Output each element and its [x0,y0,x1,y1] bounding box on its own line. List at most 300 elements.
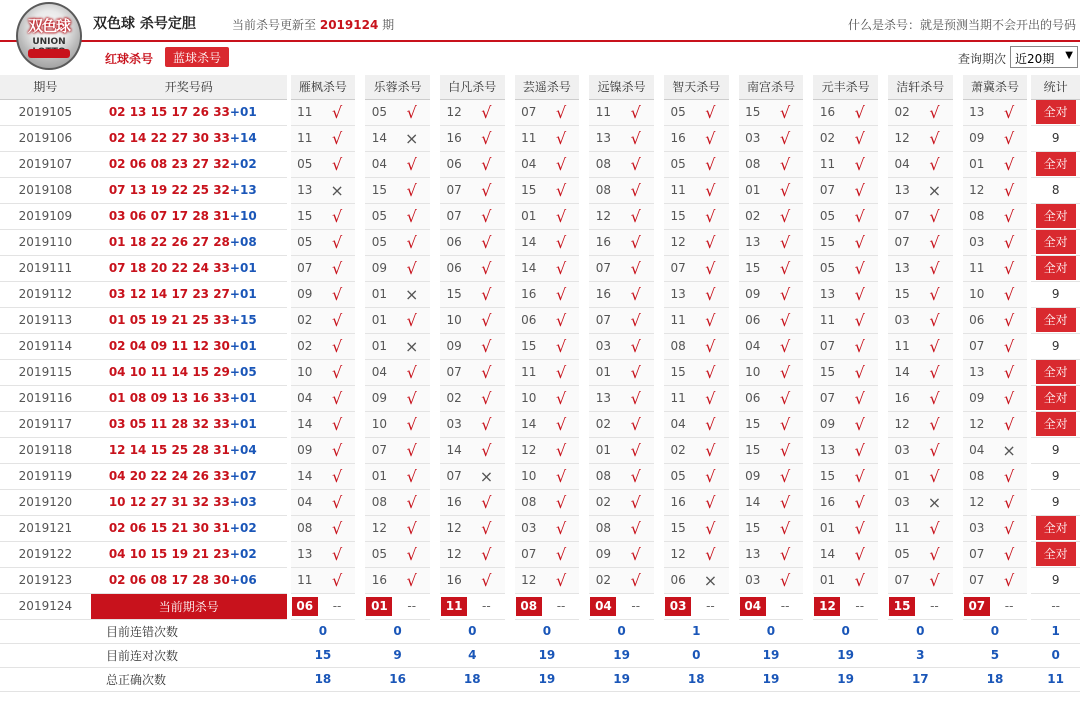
check-mark-icon: √ [916,411,952,437]
column-gap [355,229,365,255]
red-balls: 03 06 07 17 28 31 [108,209,230,223]
check-mark-icon: √ [767,151,803,177]
check-mark-icon: √ [991,411,1027,437]
column-gap [803,411,813,437]
column-gap [878,385,888,411]
check-mark-icon: √ [543,541,579,567]
kill-number: 11 [888,515,916,541]
column-gap [729,643,739,667]
check-mark-icon: √ [543,177,579,203]
stat-cell: 9 [1031,333,1080,359]
check-mark-icon: √ [842,489,878,515]
kill-number: 14 [291,463,319,489]
check-mark-icon: √ [692,99,728,125]
kill-number: 16 [589,229,617,255]
draw-numbers-cell [91,177,287,203]
current-kill-cell [515,593,543,619]
table-row [0,437,1080,463]
kill-number: 13 [664,281,692,307]
kill-number: 08 [589,151,617,177]
kill-number: 08 [291,515,319,541]
red-balls: 07 13 19 22 25 32 [108,183,230,197]
column-gap [729,125,739,151]
column-gap [654,359,664,385]
current-kill-cell [888,593,916,619]
column-gap [953,99,963,125]
kill-number: 06 [739,307,767,333]
kill-number: 03 [963,229,991,255]
kill-number: 06 [963,307,991,333]
period-cell: 2019112 [0,281,91,307]
kill-number: 15 [664,203,692,229]
column-gap [878,151,888,177]
tab-red-ball-kill[interactable]: 红球杀号 [105,52,154,66]
page-header [0,0,1080,47]
period-cell: 2019120 [0,489,91,515]
red-balls: 02 04 09 11 12 30 [108,339,230,353]
all-correct-badge: 全对 [1036,516,1076,540]
summary-value: 15 [291,643,356,667]
check-mark-icon: √ [468,151,504,177]
column-gap [579,437,589,463]
kill-number: 16 [515,281,543,307]
kill-number: 15 [739,437,767,463]
column-gap [505,255,515,281]
check-mark-icon: √ [991,359,1027,385]
kill-number: 07 [813,385,841,411]
kill-number: 13 [813,437,841,463]
all-correct-badge: 全对 [1036,256,1076,280]
draw-numbers-cell [91,515,287,541]
column-gap [878,75,888,99]
stat-cell [1031,255,1080,281]
draw-numbers-cell [91,99,287,125]
kill-number: 08 [589,463,617,489]
check-mark-icon: √ [842,151,878,177]
column-gap [729,667,739,691]
draw-numbers-cell [91,489,287,515]
current-kill-cell [739,593,767,619]
kill-number: 12 [664,541,692,567]
kill-number: 16 [440,125,468,151]
check-mark-icon: √ [543,229,579,255]
kill-number: 01 [888,463,916,489]
column-gap [654,229,664,255]
column-gap [878,411,888,437]
kill-number: 05 [291,229,319,255]
check-mark-icon: √ [916,385,952,411]
table-row [0,125,1080,151]
column-gap [654,489,664,515]
kill-number: 14 [888,359,916,385]
check-mark-icon: √ [692,541,728,567]
column-gap [579,385,589,411]
kill-number: 16 [664,489,692,515]
period-cell: 2019110 [0,229,91,255]
column-gap [430,385,440,411]
kill-number: 14 [365,125,393,151]
column-gap [953,489,963,515]
red-balls: 04 20 22 24 26 33 [108,469,230,483]
column-gap [355,541,365,567]
column-gap [953,515,963,541]
summary-value: 0 [291,619,356,643]
kill-number: 07 [963,333,991,359]
kill-number: 07 [291,255,319,281]
check-mark-icon: √ [394,203,430,229]
column-gap [355,177,365,203]
check-mark-icon: √ [991,463,1027,489]
column-gap [729,255,739,281]
draw-numbers-cell [91,541,287,567]
kill-number: 02 [589,567,617,593]
draw-numbers-cell [91,333,287,359]
column-gap [355,359,365,385]
kill-number: 07 [963,567,991,593]
kill-number: 09 [813,411,841,437]
summary-row [0,667,1080,691]
kill-number: 11 [291,125,319,151]
red-balls: 07 18 20 22 24 33 [108,261,230,275]
blue-ball: 02 [239,157,257,171]
red-balls: 02 06 08 23 27 32 [108,157,230,171]
check-mark-icon: √ [692,203,728,229]
summary-value: 0 [963,619,1028,643]
current-kill-number: 15 [889,597,915,616]
column-gap [878,307,888,333]
check-mark-icon: √ [319,333,355,359]
stat-cell: 9 [1031,437,1080,463]
check-mark-icon: √ [767,177,803,203]
blue-ball: 06 [239,573,257,587]
kill-number: 13 [589,125,617,151]
column-gap [430,99,440,125]
stat-cell: 9 [1031,125,1080,151]
check-mark-icon: √ [618,99,654,125]
check-mark-icon: √ [319,515,355,541]
kill-number: 12 [888,411,916,437]
current-kill-cell [291,593,319,619]
kill-number: 10 [440,307,468,333]
column-gap [355,333,365,359]
column-gap [355,489,365,515]
check-mark-icon: √ [618,281,654,307]
column-gap [803,515,813,541]
table-row [0,489,1080,515]
check-mark-icon: √ [543,385,579,411]
check-mark-icon: √ [319,125,355,151]
column-gap [729,489,739,515]
check-mark-icon: √ [991,515,1027,541]
tab-bar [0,42,1080,73]
kill-number: 10 [963,281,991,307]
kill-number: 09 [440,333,468,359]
query-period-value: 近20期 [1015,52,1055,66]
kill-number: 15 [515,333,543,359]
summary-value: 3 [888,643,953,667]
all-correct-badge: 全对 [1036,100,1076,124]
column-gap [355,593,365,619]
check-mark-icon: √ [842,333,878,359]
column-gap [803,75,813,99]
summary-value: 18 [291,667,356,691]
summary-value: 0 [589,619,654,643]
column-gap [654,203,664,229]
summary-value: 0 [813,619,878,643]
plus-sign: + [229,105,240,119]
check-mark-icon: √ [468,203,504,229]
column-gap [579,177,589,203]
kill-number: 05 [664,463,692,489]
period-cell: 2019114 [0,333,91,359]
kill-definition-hint[interactable]: 什么是杀号：就是预测当期不会开出的号码 [847,18,1076,32]
column-gap [878,281,888,307]
blue-ball: 01 [239,417,257,431]
header-expert: 乐蓉杀号 [365,75,430,99]
kill-number: 15 [365,177,393,203]
check-mark-icon: √ [991,385,1027,411]
kill-number: 03 [515,515,543,541]
current-kill-number: 06 [292,597,318,616]
kill-number: 08 [963,203,991,229]
column-gap [430,567,440,593]
red-balls: 02 06 08 17 28 30 [108,573,230,587]
kill-number: 03 [589,333,617,359]
red-balls: 01 18 22 26 27 28 [108,235,230,249]
column-gap [953,541,963,567]
all-correct-badge: 全对 [1036,230,1076,254]
blue-ball: 05 [239,365,257,379]
kill-number: 12 [664,229,692,255]
table-row [0,411,1080,437]
column-gap [430,75,440,99]
check-mark-icon: √ [767,99,803,125]
check-mark-icon: √ [468,255,504,281]
check-mark-icon: √ [991,99,1027,125]
cross-mark-icon: × [991,437,1027,463]
column-gap [878,437,888,463]
header-expert: 远镍杀号 [589,75,654,99]
column-gap [803,619,813,643]
kill-number: 12 [440,515,468,541]
summary-value: 9 [365,643,430,667]
column-gap [953,643,963,667]
check-mark-icon: √ [543,567,579,593]
kill-number: 13 [888,177,916,203]
placeholder-dash: -- [692,593,728,619]
query-period-select[interactable] [1010,46,1078,68]
stat-cell [1031,541,1080,567]
kill-number: 16 [365,567,393,593]
check-mark-icon: √ [319,229,355,255]
kill-number: 02 [291,307,319,333]
check-mark-icon: √ [394,489,430,515]
check-mark-icon: √ [767,541,803,567]
red-balls: 02 06 15 21 30 31 [108,521,230,535]
column-gap [505,99,515,125]
kill-number: 07 [365,437,393,463]
check-mark-icon: √ [543,463,579,489]
check-mark-icon: √ [692,437,728,463]
kill-number: 15 [515,177,543,203]
summary-value: 0 [440,619,505,643]
check-mark-icon: √ [543,203,579,229]
column-gap [430,359,440,385]
check-mark-icon: √ [842,255,878,281]
stat-cell: 9 [1031,489,1080,515]
check-mark-icon: √ [618,515,654,541]
kill-number: 13 [739,229,767,255]
column-gap [729,567,739,593]
check-mark-icon: √ [319,359,355,385]
check-mark-icon: √ [319,541,355,567]
check-mark-icon: √ [991,151,1027,177]
column-gap [505,203,515,229]
check-mark-icon: √ [394,541,430,567]
kill-number: 05 [365,229,393,255]
check-mark-icon: √ [468,229,504,255]
check-mark-icon: √ [468,99,504,125]
kill-number: 15 [888,281,916,307]
tab-blue-ball-kill[interactable]: 蓝球杀号 [165,47,229,67]
column-gap [878,463,888,489]
check-mark-icon: √ [991,203,1027,229]
period-cell: 2019106 [0,125,91,151]
stat-cell [1031,307,1080,333]
check-mark-icon: √ [394,515,430,541]
column-gap [505,151,515,177]
column-gap [729,229,739,255]
column-gap [953,151,963,177]
kill-number: 03 [888,307,916,333]
column-gap [654,463,664,489]
kill-number: 15 [291,203,319,229]
check-mark-icon: √ [543,99,579,125]
kill-number: 12 [515,567,543,593]
kill-number: 16 [440,567,468,593]
summary-value: 18 [664,667,729,691]
kill-number: 08 [515,489,543,515]
check-mark-icon: √ [468,125,504,151]
column-gap [579,359,589,385]
check-mark-icon: √ [916,463,952,489]
column-gap [953,75,963,99]
column-gap [729,593,739,619]
cross-mark-icon: × [319,177,355,203]
kill-number: 11 [589,99,617,125]
red-balls: 04 10 15 19 21 23 [108,547,230,561]
column-gap [430,437,440,463]
kill-number: 02 [664,437,692,463]
blue-ball: 14 [239,131,257,145]
period-cell: 2019109 [0,203,91,229]
check-mark-icon: √ [468,437,504,463]
column-gap [729,307,739,333]
update-issue: 2019124 [319,18,379,32]
column-gap [729,359,739,385]
column-gap [878,643,888,667]
check-mark-icon: √ [692,151,728,177]
check-mark-icon: √ [767,255,803,281]
column-gap [953,667,963,691]
all-correct-badge: 全对 [1036,360,1076,384]
summary-value: 18 [963,667,1028,691]
column-gap [878,255,888,281]
check-mark-icon: √ [394,255,430,281]
kill-number: 07 [813,177,841,203]
kill-number: 10 [291,359,319,385]
stat-cell [1031,229,1080,255]
column-gap [953,307,963,333]
check-mark-icon: √ [468,489,504,515]
column-gap [430,281,440,307]
column-gap [878,359,888,385]
summary-row [0,619,1080,643]
column-gap [355,281,365,307]
column-gap [505,411,515,437]
blue-ball: 07 [239,469,257,483]
column-gap [355,307,365,333]
check-mark-icon: √ [394,99,430,125]
column-gap [430,411,440,437]
column-gap [505,75,515,99]
kill-number: 07 [440,177,468,203]
current-kill-number: 12 [814,597,840,616]
kill-number: 06 [739,385,767,411]
column-gap [803,255,813,281]
draw-numbers-cell [91,411,287,437]
check-mark-icon: √ [767,437,803,463]
column-gap [953,281,963,307]
cross-mark-icon: × [916,489,952,515]
kill-number: 02 [739,203,767,229]
column-gap [878,333,888,359]
cross-mark-icon: × [916,177,952,203]
check-mark-icon: √ [394,437,430,463]
column-gap [878,489,888,515]
update-suffix: 期 [382,18,395,32]
current-kill-number: 07 [964,597,990,616]
column-gap [355,203,365,229]
summary-value: 5 [963,643,1028,667]
kill-number: 16 [589,281,617,307]
column-gap [579,567,589,593]
red-balls: 04 10 11 14 15 29 [108,365,230,379]
kill-number: 16 [888,385,916,411]
current-period-row [0,593,1080,619]
period-cell: 2019116 [0,385,91,411]
column-gap [430,203,440,229]
summary-value: 19 [515,667,580,691]
column-gap [654,437,664,463]
plus-sign: + [229,287,240,301]
column-gap [803,541,813,567]
blue-ball: 01 [239,339,257,353]
check-mark-icon: √ [319,411,355,437]
column-gap [878,125,888,151]
column-gap [430,541,440,567]
kill-number: 01 [739,177,767,203]
column-gap [579,281,589,307]
column-gap [729,203,739,229]
check-mark-icon: √ [767,333,803,359]
blue-ball: 02 [239,547,257,561]
kill-number: 14 [813,541,841,567]
check-mark-icon: √ [394,177,430,203]
column-gap [430,619,440,643]
blue-ball: 10 [239,209,257,223]
check-mark-icon: √ [319,437,355,463]
